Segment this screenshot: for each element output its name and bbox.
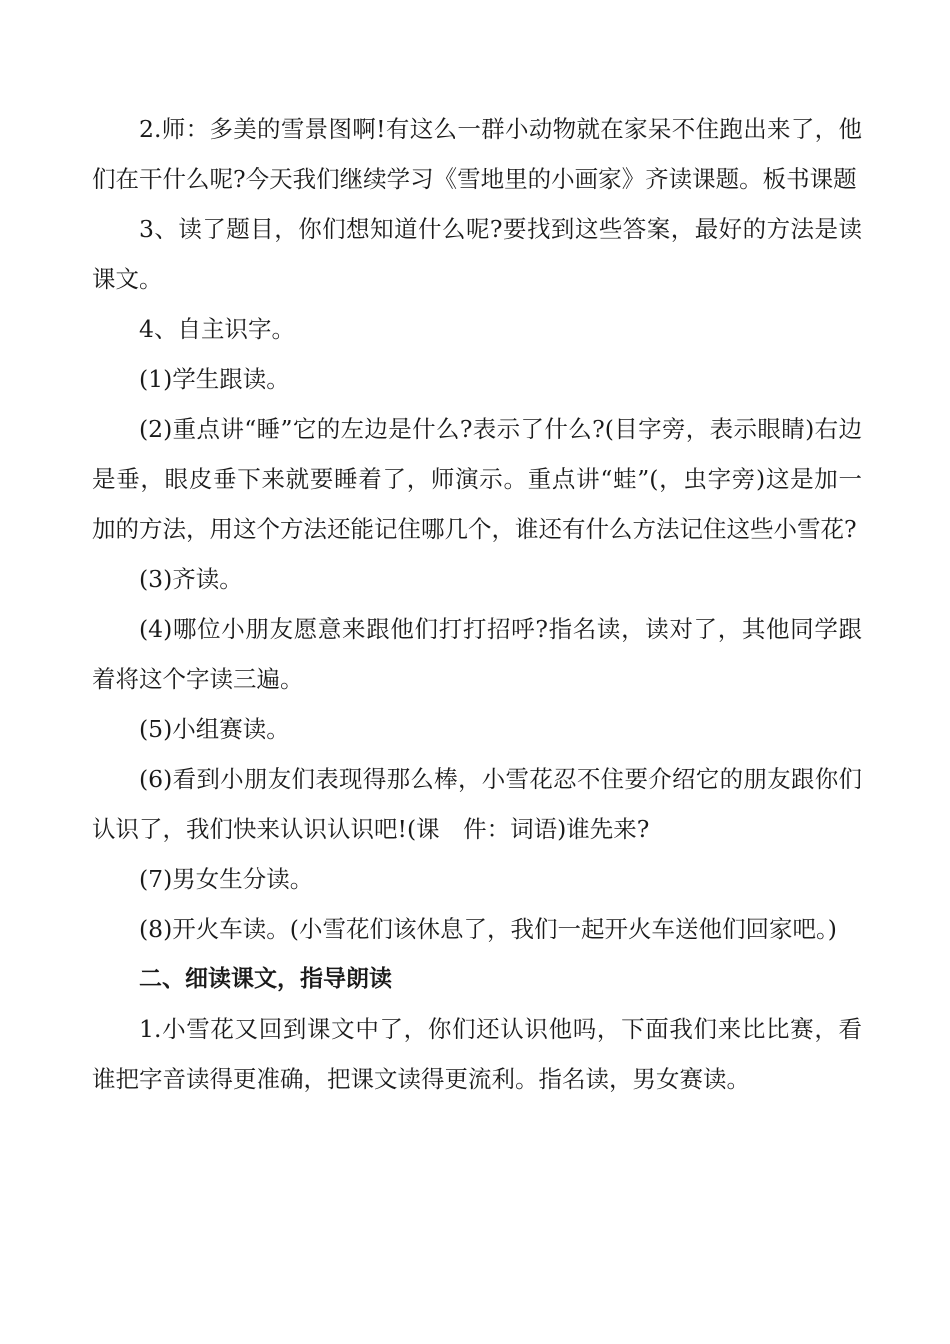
list-item-5: (5)小组赛读。 [139,715,290,743]
list-item-7: (7)男女生分读。 [139,865,314,893]
list-item-2: (2)重点讲“睡”它的左边是什么?表示了什么?(目字旁，表示眼睛)右边是垂，眼皮垂下来就要睡着了，师演示。重点讲“蛙”(，虫字旁)这是加一加的方法，用这个方法还能记住哪几个，谁还有什么方法记住这些小雪花? [92,415,862,543]
list-item-4: (4)哪位小朋友愿意来跟他们打打招呼?指名读，读对了，其他同学跟着将这个字读三遍。 [92,615,862,693]
paragraph-self-study: 4、自主识字。 [139,315,295,343]
list-item-3: (3)齐读。 [139,565,243,593]
section-heading: 二、细读课文，指导朗读 [139,966,392,992]
paragraph-reading: 1.小雪花又回到课文中了，你们还认识他吗，下面我们来比比赛，看谁把字音读得更准确，把课文读得更流利。指名读，男女赛读。 [92,1015,862,1093]
document-body [92,104,862,1104]
paragraph-question: 3、读了题目，你们想知道什么呢?要找到这些答案，最好的方法是读课文。 [92,215,862,293]
list-item-6: (6)看到小朋友们表现得那么棒，小雪花忍不住要介绍它的朋友跟你们认识了，我们快来认识认识吧!(课 件：词语)谁先来? [92,765,862,843]
paragraph-intro: 2.师：多美的雪景图啊!有这么一群小动物就在家呆不住跑出来了，他们在干什么呢?今天我们继续学习《雪地里的小画家》齐读课题。板书课题 [92,115,862,193]
list-item-8: (8)开火车读。(小雪花们该休息了，我们一起开火车送他们回家吧。) [139,915,837,943]
list-item-1: (1)学生跟读。 [139,365,290,393]
